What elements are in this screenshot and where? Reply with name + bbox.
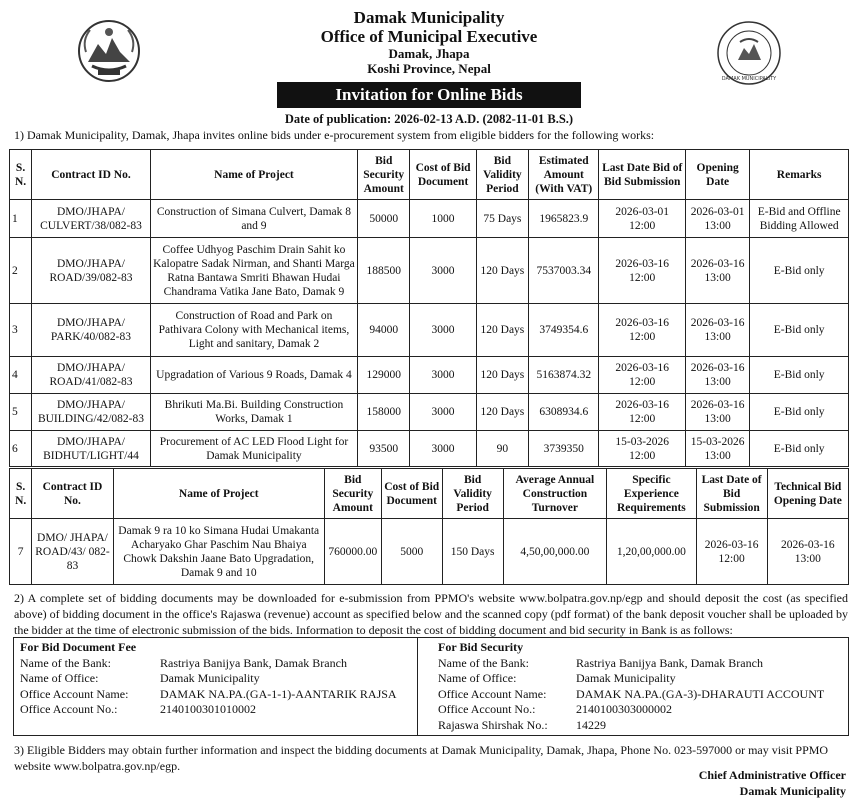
col-header: Name of Project — [113, 469, 324, 519]
cell: 7 — [10, 519, 32, 585]
bids-table-1 — [9, 149, 849, 467]
bid-security-section — [418, 638, 848, 735]
fee-label: Office Account Name: — [20, 687, 129, 701]
security-label: Office Account No.: — [438, 702, 536, 716]
cell: 15-03-2026 13:00 — [685, 431, 749, 467]
cell: 2026-03-16 12:00 — [696, 519, 767, 585]
cell: 3749354.6 — [529, 304, 599, 357]
cell: 3000 — [410, 357, 476, 394]
cell: E-Bid only — [750, 431, 849, 467]
security-value: Rastriya Banijya Bank, Damak Branch — [576, 656, 763, 670]
cell: 75 Days — [476, 200, 528, 238]
province-line: Koshi Province, Nepal — [367, 61, 491, 76]
cell: 2026-03-16 12:00 — [599, 357, 686, 394]
cell: 2026-03-16 13:00 — [685, 304, 749, 357]
security-label: Rajaswa Shirshak No.: — [438, 718, 548, 732]
cell: 15-03-2026 12:00 — [599, 431, 686, 467]
cell: 6 — [10, 431, 32, 467]
cell: 129000 — [358, 357, 410, 394]
cell: 3000 — [410, 431, 476, 467]
cell: 1 — [10, 200, 32, 238]
table-row — [10, 200, 849, 238]
intro-paragraph: 1) Damak Municipality, Damak, Jhapa invites online bids under e-procurement system from eligible bidders for the following works: — [14, 128, 655, 142]
cell: DMO/JHAPA/ CULVERT/38/082-83 — [32, 200, 151, 238]
cell: 1000 — [410, 200, 476, 238]
download-instructions: 2) A complete set of bidding documents may be downloaded for e-submission from PPMO's website www.bolpatra.gov.np/egp and should deposit the cost (as specified above) of bidding document in the office's Rajaswa (revenue) account as specified below and the scanned copy (pdf format) of the bank deposit voucher shall be uploaded by the bidder at the time of electronic submission of the bids. Information to deposit the cost of bidding document and bid security in Bank is as follows: — [14, 591, 848, 637]
col-header: S. N. — [10, 150, 32, 200]
col-header: Technical Bid Opening Date — [767, 469, 848, 519]
security-label: Name of the Bank: — [438, 656, 529, 670]
cell: DMO/JHAPA/ ROAD/41/082-83 — [32, 357, 151, 394]
cell: Bhrikuti Ma.Bi. Building Construction Works, Damak 1 — [150, 394, 357, 431]
cell: 3000 — [410, 394, 476, 431]
cell: 7537003.34 — [529, 238, 599, 304]
security-value: 2140100303000002 — [576, 702, 672, 716]
cell: 3000 — [410, 304, 476, 357]
cell: 120 Days — [476, 304, 528, 357]
bank-info-box — [13, 637, 849, 736]
cell: 3 — [10, 304, 32, 357]
fee-value: DAMAK NA.PA.(GA-1-1)-AANTARIK RAJSA — [160, 687, 397, 701]
office-name: Office of Municipal Executive — [320, 27, 538, 46]
fee-label: Name of the Bank: — [20, 656, 111, 670]
cell: 120 Days — [476, 357, 528, 394]
security-label: Office Account Name: — [438, 687, 547, 701]
cell: Damak 9 ra 10 ko Simana Hudai Umakanta Acharyako Ghar Paschim Nau Bhaiya Chowk Dakshin Jaane Bato Upgradation, Damak 9 and 10 — [113, 519, 324, 585]
cell: 188500 — [358, 238, 410, 304]
cell: 2026-03-16 13:00 — [685, 394, 749, 431]
col-header: Bid Validity Period — [442, 469, 503, 519]
cell: 50000 — [358, 200, 410, 238]
cell: 2 — [10, 238, 32, 304]
cell: 4 — [10, 357, 32, 394]
cell: 158000 — [358, 394, 410, 431]
cell: 1965823.9 — [529, 200, 599, 238]
col-header: Last Date Bid of Bid Submission — [599, 150, 686, 200]
col-header: Bid Security Amount — [324, 469, 381, 519]
security-value: 14229 — [576, 718, 606, 732]
fee-label: Office Account No.: — [20, 702, 118, 716]
security-value: Damak Municipality — [576, 671, 676, 685]
cell: Construction of Simana Culvert, Damak 8 and 9 — [150, 200, 357, 238]
publication-date: Date of publication: 2026-02-13 A.D. (2082-11-01 B.S.) — [284, 112, 574, 126]
table-header-row — [10, 150, 849, 200]
cell: 3739350 — [529, 431, 599, 467]
cell: E-Bid only — [750, 357, 849, 394]
col-header: Specific Experience Requirements — [607, 469, 696, 519]
signatory-office: Damak Municipality — [739, 784, 846, 798]
col-header: Opening Date — [685, 150, 749, 200]
fee-value: 2140100301010002 — [160, 702, 256, 716]
cell: 90 — [476, 431, 528, 467]
cell: DMO/JHAPA/ BUILDING/42/082-83 — [32, 394, 151, 431]
col-header: Cost of Bid Document — [381, 469, 442, 519]
cell: 5000 — [381, 519, 442, 585]
fee-value: Rastriya Banijya Bank, Damak Branch — [160, 656, 347, 670]
cell: Construction of Road and Park on Pathivara Colony with Mechanical items, Light and sanitary, Damak 2 — [150, 304, 357, 357]
cell: 2026-03-16 12:00 — [599, 238, 686, 304]
cell: 6308934.6 — [529, 394, 599, 431]
bids-table-2 — [9, 468, 849, 585]
table-row — [10, 519, 849, 585]
municipality-name: Damak Municipality — [353, 8, 505, 27]
col-header: Remarks — [750, 150, 849, 200]
further-info-paragraph: 3) Eligible Bidders may obtain further information and inspect the bidding documents at Damak Municipality, Damak, Jhapa, Phone No. 023-597000 or may visit PPMO website www.bolpatra.gov.np/egp. — [14, 743, 829, 773]
cell: DMO/JHAPA/ BIDHUT/LIGHT/44 — [32, 431, 151, 467]
cell: 2026-03-16 12:00 — [599, 394, 686, 431]
col-header: Name of Project — [150, 150, 357, 200]
cell: 2026-03-01 13:00 — [685, 200, 749, 238]
cell: Upgradation of Various 9 Roads, Damak 4 — [150, 357, 357, 394]
col-header: Bid Security Amount — [358, 150, 410, 200]
bid-security-title: For Bid Security — [438, 640, 524, 654]
security-value: DAMAK NA.PA.(GA-3)-DHARAUTI ACCOUNT — [576, 687, 825, 701]
cell: 5 — [10, 394, 32, 431]
bid-fee-section — [14, 638, 418, 735]
signature-block — [699, 767, 846, 799]
address-line: Damak, Jhapa — [388, 46, 470, 61]
col-header: Average Annual Construction Turnover — [503, 469, 607, 519]
document-header — [0, 8, 858, 108]
cell: 4,50,00,000.00 — [503, 519, 607, 585]
bid-fee-title: For Bid Document Fee — [20, 640, 137, 654]
signatory-title: Chief Administrative Officer — [698, 768, 846, 782]
cell: 150 Days — [442, 519, 503, 585]
cell: DMO/JHAPA/ ROAD/39/082-83 — [32, 238, 151, 304]
col-header: Contract ID No. — [32, 150, 151, 200]
cell: E-Bid only — [750, 238, 849, 304]
cell: 120 Days — [476, 394, 528, 431]
table-row — [10, 357, 849, 394]
table-row — [10, 431, 849, 467]
cell: 94000 — [358, 304, 410, 357]
cell: 760000.00 — [324, 519, 381, 585]
cell: 5163874.32 — [529, 357, 599, 394]
col-header: Estimated Amount (With VAT) — [529, 150, 599, 200]
cell: 120 Days — [476, 238, 528, 304]
cell: DMO/JHAPA/ PARK/40/082-83 — [32, 304, 151, 357]
col-header: S. N. — [10, 469, 32, 519]
notice-title-banner: Invitation for Online Bids — [277, 82, 581, 108]
security-label: Name of Office: — [438, 671, 517, 685]
col-header: Bid Validity Period — [476, 150, 528, 200]
fee-value: Damak Municipality — [160, 671, 260, 685]
cell: E-Bid only — [750, 304, 849, 357]
cell: 2026-03-01 12:00 — [599, 200, 686, 238]
table-row — [10, 238, 849, 304]
fee-label: Name of Office: — [20, 671, 99, 685]
cell: E-Bid and Offline Bidding Allowed — [750, 200, 849, 238]
cell: Procurement of AC LED Flood Light for Damak Municipality — [150, 431, 357, 467]
cell: 1,20,00,000.00 — [607, 519, 696, 585]
cell: 3000 — [410, 238, 476, 304]
cell: 2026-03-16 13:00 — [685, 238, 749, 304]
table-header-row — [10, 469, 849, 519]
cell: 2026-03-16 13:00 — [767, 519, 848, 585]
svg-text:DAMAK MUNICIPALITY: DAMAK MUNICIPALITY — [721, 76, 777, 82]
table-row — [10, 304, 849, 357]
cell: DMO/ JHAPA/ ROAD/43/ 082-83 — [32, 519, 113, 585]
cell: 93500 — [358, 431, 410, 467]
cell: 2026-03-16 13:00 — [685, 357, 749, 394]
cell: Coffee Udhyog Paschim Drain Sahit ko Kalopatre Sadak Nirman, and Shanti Marga Ratna Bantawa Smriti Bhawan Hudai Chandrama Vatika Jane Bato, Damak 9 — [150, 238, 357, 304]
table-row — [10, 394, 849, 431]
col-header: Contract ID No. — [32, 469, 113, 519]
cell: E-Bid only — [750, 394, 849, 431]
cell: 2026-03-16 12:00 — [599, 304, 686, 357]
col-header: Last Date of Bid Submission — [696, 469, 767, 519]
col-header: Cost of Bid Document — [410, 150, 476, 200]
